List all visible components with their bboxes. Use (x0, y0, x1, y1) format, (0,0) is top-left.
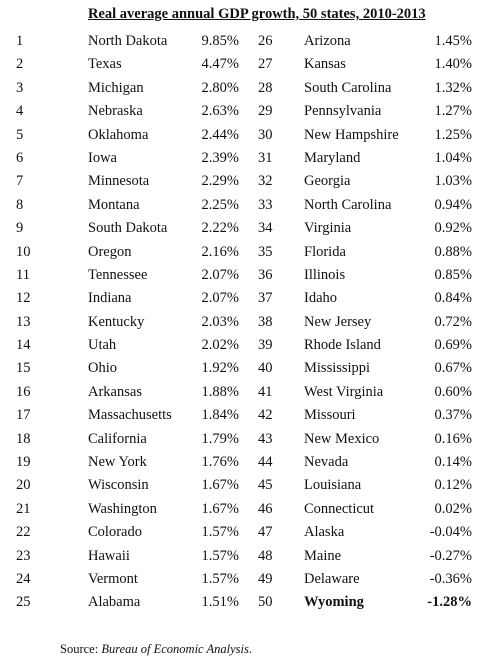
state-left: Minnesota (88, 173, 150, 190)
table-row (0, 428, 497, 451)
state-right: Georgia (304, 173, 351, 190)
growth-left: 2.63% (201, 103, 239, 120)
table-row (0, 591, 497, 614)
table-row (0, 53, 497, 76)
growth-right: -1.28% (427, 594, 472, 611)
table-row (0, 357, 497, 380)
state-right: Idaho (304, 290, 338, 307)
state-left: California (88, 430, 147, 447)
state-left: Kentucky (88, 313, 145, 330)
growth-left: 2.80% (201, 79, 239, 96)
rank-left: 18 (16, 430, 31, 447)
rank-right: 36 (258, 266, 273, 283)
growth-right: 0.67% (434, 360, 472, 377)
state-left: Oregon (88, 243, 132, 260)
rank-left: 12 (16, 290, 31, 307)
growth-left: 1.79% (201, 430, 239, 447)
rank-right: 41 (258, 383, 273, 400)
growth-right: 0.92% (434, 220, 472, 237)
state-right: Pennsylvania (304, 103, 382, 120)
state-right: Connecticut (304, 500, 375, 517)
table-row (0, 217, 497, 240)
source-name: Bureau of Economic Analysis (101, 642, 249, 656)
state-left: Ohio (88, 360, 117, 377)
table-row (0, 77, 497, 100)
rank-right: 26 (258, 33, 273, 49)
state-right: South Carolina (304, 79, 392, 96)
state-right: New Jersey (304, 313, 372, 330)
table-row (0, 404, 497, 427)
rank-right: 30 (258, 126, 273, 143)
table-row (0, 147, 497, 170)
growth-right: 0.85% (434, 266, 472, 283)
state-right: Maine (304, 547, 342, 564)
state-left: Utah (88, 337, 117, 354)
state-left: Montana (88, 196, 140, 213)
growth-right: 0.60% (434, 383, 472, 400)
table-row (0, 334, 497, 357)
rank-right: 50 (258, 594, 273, 611)
rank-left: 3 (16, 79, 24, 96)
growth-right: 0.12% (434, 477, 472, 494)
rank-right: 37 (258, 290, 273, 307)
growth-right: 1.32% (434, 79, 472, 96)
state-left: Oklahoma (88, 126, 149, 143)
state-right: Missouri (304, 407, 356, 424)
rank-right: 38 (258, 313, 273, 330)
state-left: Wisconsin (88, 477, 149, 494)
table-row (0, 287, 497, 310)
growth-left: 2.39% (201, 149, 239, 166)
table-row (0, 124, 497, 147)
source-suffix: . (248, 642, 252, 656)
rank-left: 5 (16, 126, 24, 143)
growth-left: 2.22% (201, 220, 239, 237)
rank-left: 21 (16, 500, 31, 517)
growth-left: 2.07% (201, 290, 239, 307)
state-right: Maryland (304, 149, 361, 166)
growth-right: 1.03% (434, 173, 472, 190)
growth-left: 1.67% (201, 477, 239, 494)
rank-right: 49 (258, 570, 273, 587)
rank-right: 33 (258, 196, 273, 213)
rank-right: 27 (258, 56, 273, 73)
growth-left: 2.25% (201, 196, 239, 213)
table-row (0, 194, 497, 217)
state-left: Tennessee (88, 266, 148, 283)
source-prefix: Source: (60, 642, 102, 656)
state-left: Texas (88, 56, 122, 73)
state-right: Delaware (304, 570, 360, 587)
state-left: New York (88, 454, 147, 471)
rank-left: 1 (16, 33, 24, 49)
growth-right: -0.27% (429, 547, 472, 564)
state-left: Indiana (88, 290, 132, 307)
state-right: New Mexico (304, 430, 380, 447)
rank-left: 16 (16, 383, 31, 400)
rank-left: 23 (16, 547, 31, 564)
state-left: Nebraska (88, 103, 143, 120)
growth-left: 2.16% (201, 243, 239, 260)
growth-left: 1.51% (201, 594, 239, 611)
table-row (0, 241, 497, 264)
growth-left: 1.84% (201, 407, 239, 424)
rank-left: 22 (16, 524, 31, 541)
rank-right: 32 (258, 173, 273, 190)
growth-right: -0.04% (429, 524, 472, 541)
table-row (0, 264, 497, 287)
growth-left: 2.02% (201, 337, 239, 354)
growth-left: 1.76% (201, 454, 239, 471)
growth-right: 1.27% (434, 103, 472, 120)
rank-left: 9 (16, 220, 24, 237)
table-row (0, 498, 497, 521)
growth-right: 0.16% (434, 430, 472, 447)
rank-left: 11 (16, 266, 30, 283)
rank-left: 10 (16, 243, 31, 260)
rank-left: 15 (16, 360, 31, 377)
state-left: Arkansas (88, 383, 142, 400)
table-row (0, 521, 497, 544)
growth-left: 2.44% (201, 126, 239, 143)
state-left: Vermont (88, 570, 138, 587)
table-row (0, 474, 497, 497)
state-right: Rhode Island (304, 337, 381, 354)
rank-left: 20 (16, 477, 31, 494)
state-right: Wyoming (304, 594, 364, 611)
rank-right: 35 (258, 243, 273, 260)
rank-right: 42 (258, 407, 273, 424)
state-left: Washington (88, 500, 157, 517)
state-right: Louisiana (304, 477, 362, 494)
state-right: Mississippi (304, 360, 371, 377)
rank-right: 46 (258, 500, 273, 517)
table-row (0, 451, 497, 474)
growth-right: 0.02% (434, 500, 472, 517)
growth-left: 4.47% (201, 56, 239, 73)
state-left: Michigan (88, 79, 144, 96)
rank-left: 25 (16, 594, 31, 611)
growth-left: 1.57% (201, 547, 239, 564)
state-right: Florida (304, 243, 346, 260)
state-right: Arizona (304, 33, 351, 49)
state-left: Hawaii (88, 547, 130, 564)
state-left: South Dakota (88, 220, 168, 237)
state-right: North Carolina (304, 196, 392, 213)
rank-left: 6 (16, 149, 24, 166)
growth-left: 2.03% (201, 313, 239, 330)
growth-right: 0.84% (434, 290, 472, 307)
rank-left: 19 (16, 454, 31, 471)
table-row (0, 568, 497, 591)
growth-right: 1.45% (434, 33, 472, 49)
state-left: Massachusetts (88, 407, 172, 424)
growth-right: 0.72% (434, 313, 472, 330)
table-title: Real average annual GDP growth, 50 states, 2010-2013 (88, 6, 426, 22)
state-right: New Hampshire (304, 126, 399, 143)
table-row (0, 311, 497, 334)
rank-left: 17 (16, 407, 31, 424)
growth-right: 0.94% (434, 196, 472, 213)
source-note (60, 642, 252, 657)
growth-right: 0.88% (434, 243, 472, 260)
rank-left: 7 (16, 173, 24, 190)
growth-right: 1.40% (434, 56, 472, 73)
state-left: Alabama (88, 594, 141, 611)
growth-left: 1.67% (201, 500, 239, 517)
state-left: Iowa (88, 149, 117, 166)
rank-right: 40 (258, 360, 273, 377)
state-right: West Virginia (304, 383, 384, 400)
rank-left: 2 (16, 56, 24, 73)
growth-right: 0.69% (434, 337, 472, 354)
rank-right: 48 (258, 547, 273, 564)
growth-left: 1.92% (201, 360, 239, 377)
growth-left: 2.29% (201, 173, 239, 190)
state-right: Kansas (304, 56, 346, 73)
growth-right: -0.36% (429, 570, 472, 587)
table-row (0, 100, 497, 123)
rank-right: 45 (258, 477, 273, 494)
rank-right: 43 (258, 430, 273, 447)
state-right: Nevada (304, 454, 349, 471)
table-row (0, 30, 497, 53)
growth-left: 9.85% (201, 33, 239, 49)
rank-right: 29 (258, 103, 273, 120)
growth-right: 1.25% (434, 126, 472, 143)
state-left: North Dakota (88, 33, 168, 49)
rank-left: 24 (16, 570, 31, 587)
growth-left: 1.57% (201, 570, 239, 587)
state-right: Alaska (304, 524, 345, 541)
table-row (0, 170, 497, 193)
state-right: Illinois (304, 266, 346, 283)
rank-left: 14 (16, 337, 31, 354)
growth-left: 1.88% (201, 383, 239, 400)
growth-right: 0.37% (434, 407, 472, 424)
gdp-growth-table (0, 30, 497, 615)
growth-right: 0.14% (434, 454, 472, 471)
rank-right: 39 (258, 337, 273, 354)
rank-left: 4 (16, 103, 24, 120)
rank-right: 28 (258, 79, 273, 96)
rank-right: 34 (258, 220, 273, 237)
table-row (0, 545, 497, 568)
rank-right: 31 (258, 149, 273, 166)
rank-left: 13 (16, 313, 31, 330)
table-row (0, 381, 497, 404)
growth-left: 2.07% (201, 266, 239, 283)
state-right: Virginia (304, 220, 352, 237)
rank-left: 8 (16, 196, 24, 213)
state-left: Colorado (88, 524, 142, 541)
rank-right: 44 (258, 454, 273, 471)
growth-left: 1.57% (201, 524, 239, 541)
rank-right: 47 (258, 524, 273, 541)
growth-right: 1.04% (434, 149, 472, 166)
